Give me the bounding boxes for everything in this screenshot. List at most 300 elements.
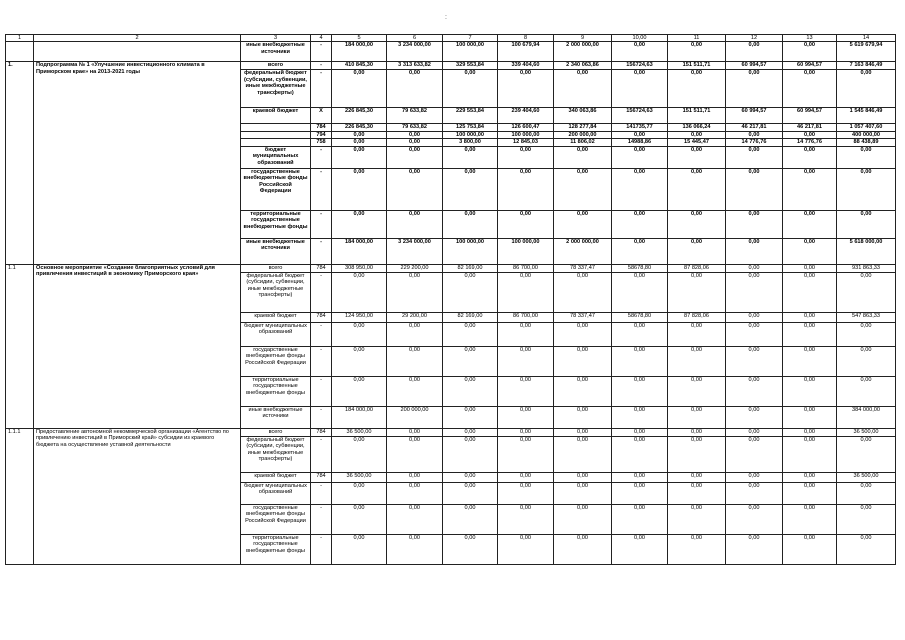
value-cell: 88 438,89 <box>837 139 896 146</box>
value-cell: 0,00 <box>554 272 612 312</box>
value-cell: 0,00 <box>612 346 668 376</box>
value-cell: 0,00 <box>668 131 726 138</box>
value-cell: 0,00 <box>387 534 443 564</box>
value-cell: 0,00 <box>443 346 498 376</box>
value-cell: 0,00 <box>554 376 612 406</box>
value-cell: 136 066,24 <box>668 124 726 131</box>
value-cell: 0,00 <box>443 472 498 482</box>
value-cell: 0,00 <box>726 436 783 472</box>
funding-source-cell: бюджет муниципальных образований <box>241 482 311 504</box>
value-cell: 2 000 000,00 <box>554 238 612 264</box>
funding-source-cell: иные внебюджетные источники <box>241 238 311 264</box>
value-cell: 0,00 <box>726 376 783 406</box>
value-cell: 29 200,00 <box>387 312 443 322</box>
funding-source-cell: бюджет муниципальных образований <box>241 322 311 346</box>
value-cell: 0,00 <box>837 322 896 346</box>
value-cell: 0,00 <box>726 168 783 210</box>
table-body <box>6 35 896 565</box>
value-cell: 0,00 <box>726 42 783 62</box>
value-cell: 0,00 <box>668 504 726 534</box>
budget-code-cell: - <box>311 482 332 504</box>
value-cell: 0,00 <box>837 376 896 406</box>
funding-source-cell: государственные внебюджетные фонды Российской Федерации <box>241 504 311 534</box>
value-cell: 400 000,00 <box>837 131 896 138</box>
value-cell: 0,00 <box>837 168 896 210</box>
value-cell: 0,00 <box>837 534 896 564</box>
value-cell: 0,00 <box>726 482 783 504</box>
value-cell: 0,00 <box>668 322 726 346</box>
header-cell: 14 <box>837 35 896 42</box>
value-cell: 0,00 <box>554 534 612 564</box>
value-cell: 384 000,00 <box>837 406 896 428</box>
budget-code-cell: - <box>311 504 332 534</box>
value-cell: 0,00 <box>443 376 498 406</box>
budget-table <box>5 34 896 565</box>
header-cell: 13 <box>783 35 837 42</box>
value-cell: 126 600,47 <box>498 124 554 131</box>
value-cell: 0,00 <box>726 131 783 138</box>
value-cell: 100 000,00 <box>498 238 554 264</box>
value-cell: 0,00 <box>387 504 443 534</box>
table-row <box>6 428 896 436</box>
funding-source-cell: федеральный бюджет (субсидии, субвенции, иные межбюджетные трансферты) <box>241 70 311 108</box>
value-cell: 0,00 <box>783 406 837 428</box>
funding-source-cell <box>241 124 311 131</box>
value-cell: 14 776,76 <box>783 139 837 146</box>
value-cell: 0,00 <box>387 131 443 138</box>
value-cell: 0,00 <box>443 428 498 436</box>
value-cell: 14988,86 <box>612 139 668 146</box>
value-cell: 0,00 <box>498 472 554 482</box>
value-cell: 0,00 <box>726 406 783 428</box>
value-cell: 0,00 <box>443 534 498 564</box>
funding-source-cell: иные внебюджетные источники <box>241 406 311 428</box>
value-cell: 36 500,00 <box>837 428 896 436</box>
value-cell: 0,00 <box>668 70 726 108</box>
value-cell: 0,00 <box>783 534 837 564</box>
value-cell: 0,00 <box>726 70 783 108</box>
funding-source-cell: краевой бюджет <box>241 472 311 482</box>
header-cell: 5 <box>332 35 387 42</box>
value-cell: 87 828,06 <box>668 312 726 322</box>
value-cell: 0,00 <box>387 428 443 436</box>
funding-source-cell <box>241 131 311 138</box>
value-cell: 0,00 <box>387 139 443 146</box>
value-cell: 0,00 <box>783 131 837 138</box>
value-cell: 184 000,00 <box>332 406 387 428</box>
value-cell: 0,00 <box>726 238 783 264</box>
page-number: : <box>445 14 447 21</box>
value-cell: 79 633,82 <box>387 124 443 131</box>
value-cell: 308 950,00 <box>332 264 387 272</box>
value-cell: 3 234 000,00 <box>387 42 443 62</box>
funding-source-cell: всего <box>241 428 311 436</box>
value-cell: 0,00 <box>387 210 443 238</box>
value-cell: 0,00 <box>783 238 837 264</box>
budget-code-cell: - <box>311 42 332 62</box>
value-cell: 82 169,00 <box>443 264 498 272</box>
value-cell: 0,00 <box>612 482 668 504</box>
value-cell: 11 806,02 <box>554 139 612 146</box>
value-cell: 0,00 <box>837 504 896 534</box>
value-cell: 36 500,00 <box>332 428 387 436</box>
budget-code-cell: - <box>311 436 332 472</box>
value-cell: 0,00 <box>498 346 554 376</box>
value-cell: 156724,63 <box>612 108 668 124</box>
value-cell: 0,00 <box>726 322 783 346</box>
value-cell: 2 340 063,86 <box>554 62 612 70</box>
value-cell: 0,00 <box>668 168 726 210</box>
value-cell: 0,00 <box>498 436 554 472</box>
table-header-row <box>6 35 896 42</box>
value-cell: 1 545 846,49 <box>837 108 896 124</box>
value-cell: 0,00 <box>332 146 387 168</box>
value-cell: 0,00 <box>612 534 668 564</box>
value-cell: 3 800,00 <box>443 139 498 146</box>
value-cell: 0,00 <box>612 238 668 264</box>
budget-code-cell: - <box>311 272 332 312</box>
value-cell: 0,00 <box>554 504 612 534</box>
value-cell: 0,00 <box>783 472 837 482</box>
value-cell: 0,00 <box>554 168 612 210</box>
value-cell: 3 313 633,82 <box>387 62 443 70</box>
value-cell: 0,00 <box>612 428 668 436</box>
table-row <box>6 264 896 272</box>
value-cell: 0,00 <box>783 70 837 108</box>
value-cell: 0,00 <box>387 482 443 504</box>
header-cell: 7 <box>443 35 498 42</box>
value-cell: 0,00 <box>783 428 837 436</box>
value-cell: 0,00 <box>332 131 387 138</box>
value-cell: 0,00 <box>612 210 668 238</box>
value-cell: 226 845,30 <box>332 108 387 124</box>
value-cell: 0,00 <box>498 168 554 210</box>
value-cell: 15 445,47 <box>668 139 726 146</box>
value-cell: 0,00 <box>612 406 668 428</box>
value-cell: 0,00 <box>837 70 896 108</box>
value-cell: 0,00 <box>332 376 387 406</box>
value-cell: 0,00 <box>387 168 443 210</box>
value-cell: 0,00 <box>668 406 726 428</box>
value-cell: 0,00 <box>498 322 554 346</box>
value-cell: 0,00 <box>554 436 612 472</box>
value-cell: 0,00 <box>612 472 668 482</box>
value-cell: 0,00 <box>387 272 443 312</box>
value-cell: 0,00 <box>332 534 387 564</box>
budget-code-cell: - <box>311 534 332 564</box>
value-cell: 0,00 <box>612 322 668 346</box>
value-cell: 0,00 <box>554 406 612 428</box>
funding-source-cell: всего <box>241 264 311 272</box>
value-cell: 0,00 <box>612 376 668 406</box>
funding-source-cell: бюджет муниципальных образований <box>241 146 311 168</box>
value-cell: 87 828,06 <box>668 264 726 272</box>
value-cell: 79 633,82 <box>387 108 443 124</box>
value-cell: 0,00 <box>443 168 498 210</box>
value-cell: 0,00 <box>783 504 837 534</box>
value-cell: 0,00 <box>387 70 443 108</box>
value-cell: 0,00 <box>443 406 498 428</box>
budget-code-cell: - <box>311 376 332 406</box>
value-cell: 0,00 <box>783 210 837 238</box>
value-cell: 0,00 <box>443 70 498 108</box>
value-cell: 0,00 <box>668 472 726 482</box>
budget-code-cell: - <box>311 406 332 428</box>
value-cell: 0,00 <box>668 482 726 504</box>
value-cell: 12 845,03 <box>498 139 554 146</box>
budget-code-cell: 758 <box>311 139 332 146</box>
funding-source-cell: государственные внебюджетные фонды Российской Федерации <box>241 346 311 376</box>
row-name-cell <box>34 42 241 62</box>
value-cell: 329 553,84 <box>443 62 498 70</box>
value-cell: 0,00 <box>332 322 387 346</box>
header-cell: 4 <box>311 35 332 42</box>
value-cell: 60 994,57 <box>783 108 837 124</box>
value-cell: 0,00 <box>554 322 612 346</box>
value-cell: 0,00 <box>783 482 837 504</box>
value-cell: 0,00 <box>668 376 726 406</box>
value-cell: 0,00 <box>726 312 783 322</box>
value-cell: 0,00 <box>387 346 443 376</box>
value-cell: 0,00 <box>612 42 668 62</box>
value-cell: 0,00 <box>498 406 554 428</box>
header-cell: 10,00 <box>612 35 668 42</box>
value-cell: 0,00 <box>554 346 612 376</box>
funding-source-cell <box>241 139 311 146</box>
value-cell: 78 337,47 <box>554 312 612 322</box>
value-cell: 0,00 <box>668 346 726 376</box>
funding-source-cell: всего <box>241 62 311 70</box>
value-cell: 239 404,60 <box>498 108 554 124</box>
value-cell: 156724,63 <box>612 62 668 70</box>
value-cell: 14 776,76 <box>726 139 783 146</box>
value-cell: 0,00 <box>726 504 783 534</box>
row-name-cell: Подпрограмма № 1 «Улучшение инвестиционного климата в Приморском крае» на 2013-2021 годы <box>34 62 241 264</box>
funding-source-cell: иные внебюджетные источники <box>241 42 311 62</box>
value-cell: 226 845,30 <box>332 124 387 131</box>
value-cell: 0,00 <box>837 346 896 376</box>
value-cell: 1 057 407,60 <box>837 124 896 131</box>
value-cell: 0,00 <box>498 482 554 504</box>
value-cell: 0,00 <box>726 346 783 376</box>
header-cell: 6 <box>387 35 443 42</box>
value-cell: 0,00 <box>612 70 668 108</box>
value-cell: 0,00 <box>498 272 554 312</box>
header-cell: 12 <box>726 35 783 42</box>
header-cell: 2 <box>34 35 241 42</box>
budget-code-cell: - <box>311 70 332 108</box>
funding-source-cell: федеральный бюджет (субсидии, субвенции, иные межбюджетные трансферты) <box>241 436 311 472</box>
value-cell: 0,00 <box>783 264 837 272</box>
row-number-cell <box>6 42 34 62</box>
value-cell: 0,00 <box>837 146 896 168</box>
budget-code-cell: - <box>311 322 332 346</box>
value-cell: 0,00 <box>668 210 726 238</box>
value-cell: 0,00 <box>726 428 783 436</box>
value-cell: 200 000,00 <box>387 406 443 428</box>
value-cell: 0,00 <box>668 428 726 436</box>
value-cell: 229 200,00 <box>387 264 443 272</box>
value-cell: 200 000,00 <box>554 131 612 138</box>
value-cell: 36 500,00 <box>837 472 896 482</box>
value-cell: 0,00 <box>554 428 612 436</box>
value-cell: 86 700,00 <box>498 312 554 322</box>
value-cell: 0,00 <box>387 472 443 482</box>
value-cell: 0,00 <box>443 146 498 168</box>
value-cell: 229 553,84 <box>443 108 498 124</box>
value-cell: 0,00 <box>668 146 726 168</box>
value-cell: 0,00 <box>332 210 387 238</box>
value-cell: 0,00 <box>554 482 612 504</box>
value-cell: 0,00 <box>443 210 498 238</box>
value-cell: 0,00 <box>837 210 896 238</box>
value-cell: 0,00 <box>443 436 498 472</box>
value-cell: 0,00 <box>726 146 783 168</box>
value-cell: 0,00 <box>668 238 726 264</box>
value-cell: 339 404,60 <box>498 62 554 70</box>
value-cell: 151 511,71 <box>668 62 726 70</box>
value-cell: 100 000,00 <box>443 42 498 62</box>
row-number-cell: 1.1 <box>6 264 34 428</box>
value-cell: 128 277,84 <box>554 124 612 131</box>
value-cell: 0,00 <box>783 376 837 406</box>
value-cell: 0,00 <box>837 272 896 312</box>
budget-code-cell: - <box>311 346 332 376</box>
value-cell: 60 994,57 <box>726 62 783 70</box>
value-cell: 0,00 <box>726 210 783 238</box>
value-cell: 5 618 000,00 <box>837 238 896 264</box>
budget-code-cell: 784 <box>311 428 332 436</box>
funding-source-cell: краевой бюджет <box>241 108 311 124</box>
value-cell: 0,00 <box>783 312 837 322</box>
value-cell: 0,00 <box>783 42 837 62</box>
value-cell: 0,00 <box>387 376 443 406</box>
value-cell: 0,00 <box>612 272 668 312</box>
value-cell: 0,00 <box>498 210 554 238</box>
value-cell: 58678,80 <box>612 264 668 272</box>
value-cell: 100 000,00 <box>443 131 498 138</box>
value-cell: 931 863,33 <box>837 264 896 272</box>
value-cell: 46 217,81 <box>783 124 837 131</box>
budget-code-cell: 784 <box>311 472 332 482</box>
value-cell: 0,00 <box>783 436 837 472</box>
value-cell: 141735,77 <box>612 124 668 131</box>
value-cell: 0,00 <box>726 472 783 482</box>
value-cell: 124 950,00 <box>332 312 387 322</box>
value-cell: 0,00 <box>498 428 554 436</box>
value-cell: 184 000,00 <box>332 238 387 264</box>
value-cell: 0,00 <box>332 272 387 312</box>
value-cell: 0,00 <box>726 534 783 564</box>
value-cell: 100 000,00 <box>498 131 554 138</box>
value-cell: 0,00 <box>554 210 612 238</box>
value-cell: 0,00 <box>554 146 612 168</box>
funding-source-cell: краевой бюджет <box>241 312 311 322</box>
header-cell: 3 <box>241 35 311 42</box>
value-cell: 0,00 <box>387 322 443 346</box>
value-cell: 0,00 <box>332 482 387 504</box>
value-cell: 0,00 <box>498 504 554 534</box>
value-cell: 36 500,00 <box>332 472 387 482</box>
value-cell: 0,00 <box>387 436 443 472</box>
value-cell: 60 994,57 <box>783 62 837 70</box>
value-cell: 0,00 <box>498 534 554 564</box>
value-cell: 0,00 <box>554 472 612 482</box>
value-cell: 0,00 <box>498 70 554 108</box>
value-cell: 100 679,94 <box>498 42 554 62</box>
value-cell: 125 753,84 <box>443 124 498 131</box>
value-cell: 0,00 <box>443 482 498 504</box>
value-cell: 78 337,47 <box>554 264 612 272</box>
value-cell: 0,00 <box>783 146 837 168</box>
value-cell: 0,00 <box>387 146 443 168</box>
value-cell: 0,00 <box>332 504 387 534</box>
value-cell: 0,00 <box>783 322 837 346</box>
header-cell: 1 <box>6 35 34 42</box>
header-cell: 9 <box>554 35 612 42</box>
value-cell: 82 169,00 <box>443 312 498 322</box>
value-cell: 7 163 846,49 <box>837 62 896 70</box>
value-cell: 0,00 <box>443 322 498 346</box>
value-cell: 0,00 <box>443 504 498 534</box>
value-cell: 0,00 <box>332 346 387 376</box>
value-cell: 0,00 <box>554 70 612 108</box>
row-name-cell: Предоставление автономной некоммерческой организации «Агентство по привлечению инвестиций в Приморский край» субсидии из краевого бюджета на осуществление уставной деятельности <box>34 428 241 564</box>
value-cell: 86 700,00 <box>498 264 554 272</box>
value-cell: 0,00 <box>668 436 726 472</box>
value-cell: 410 845,30 <box>332 62 387 70</box>
funding-source-cell: федеральный бюджет (субсидии, субвенции, иные межбюджетные трансферты) <box>241 272 311 312</box>
value-cell: 0,00 <box>837 436 896 472</box>
value-cell: 0,00 <box>612 131 668 138</box>
value-cell: 0,00 <box>612 436 668 472</box>
row-number-cell: 1.1.1 <box>6 428 34 564</box>
budget-code-cell: - <box>311 168 332 210</box>
value-cell: 0,00 <box>498 146 554 168</box>
header-cell: 11 <box>668 35 726 42</box>
budget-code-cell: 784 <box>311 124 332 131</box>
value-cell: 0,00 <box>612 146 668 168</box>
budget-code-cell: - <box>311 146 332 168</box>
value-cell: 0,00 <box>726 272 783 312</box>
value-cell: 151 511,71 <box>668 108 726 124</box>
table-row <box>6 42 896 62</box>
row-number-cell: 1. <box>6 62 34 264</box>
funding-source-cell: территориальные государственные внебюджетные фонды <box>241 210 311 238</box>
value-cell: 0,00 <box>498 376 554 406</box>
value-cell: 547 863,33 <box>837 312 896 322</box>
value-cell: 58678,80 <box>612 312 668 322</box>
table-row <box>6 62 896 70</box>
value-cell: 5 619 679,94 <box>837 42 896 62</box>
value-cell: 0,00 <box>726 264 783 272</box>
value-cell: 0,00 <box>612 168 668 210</box>
budget-code-cell: - <box>311 210 332 238</box>
budget-code-cell: X <box>311 108 332 124</box>
value-cell: 2 000 000,00 <box>554 42 612 62</box>
value-cell: 0,00 <box>332 139 387 146</box>
value-cell: 0,00 <box>332 436 387 472</box>
budget-code-cell: 794 <box>311 131 332 138</box>
funding-source-cell: территориальные государственные внебюджетные фонды <box>241 534 311 564</box>
value-cell: 184 000,00 <box>332 42 387 62</box>
budget-code-cell: 784 <box>311 312 332 322</box>
row-name-cell: Основное мероприятие «Создание благоприятных условий для привлечения инвестиций в экономику Приморского края» <box>34 264 241 428</box>
value-cell: 3 234 000,00 <box>387 238 443 264</box>
value-cell: 0,00 <box>332 168 387 210</box>
value-cell: 0,00 <box>668 42 726 62</box>
value-cell: 0,00 <box>783 272 837 312</box>
